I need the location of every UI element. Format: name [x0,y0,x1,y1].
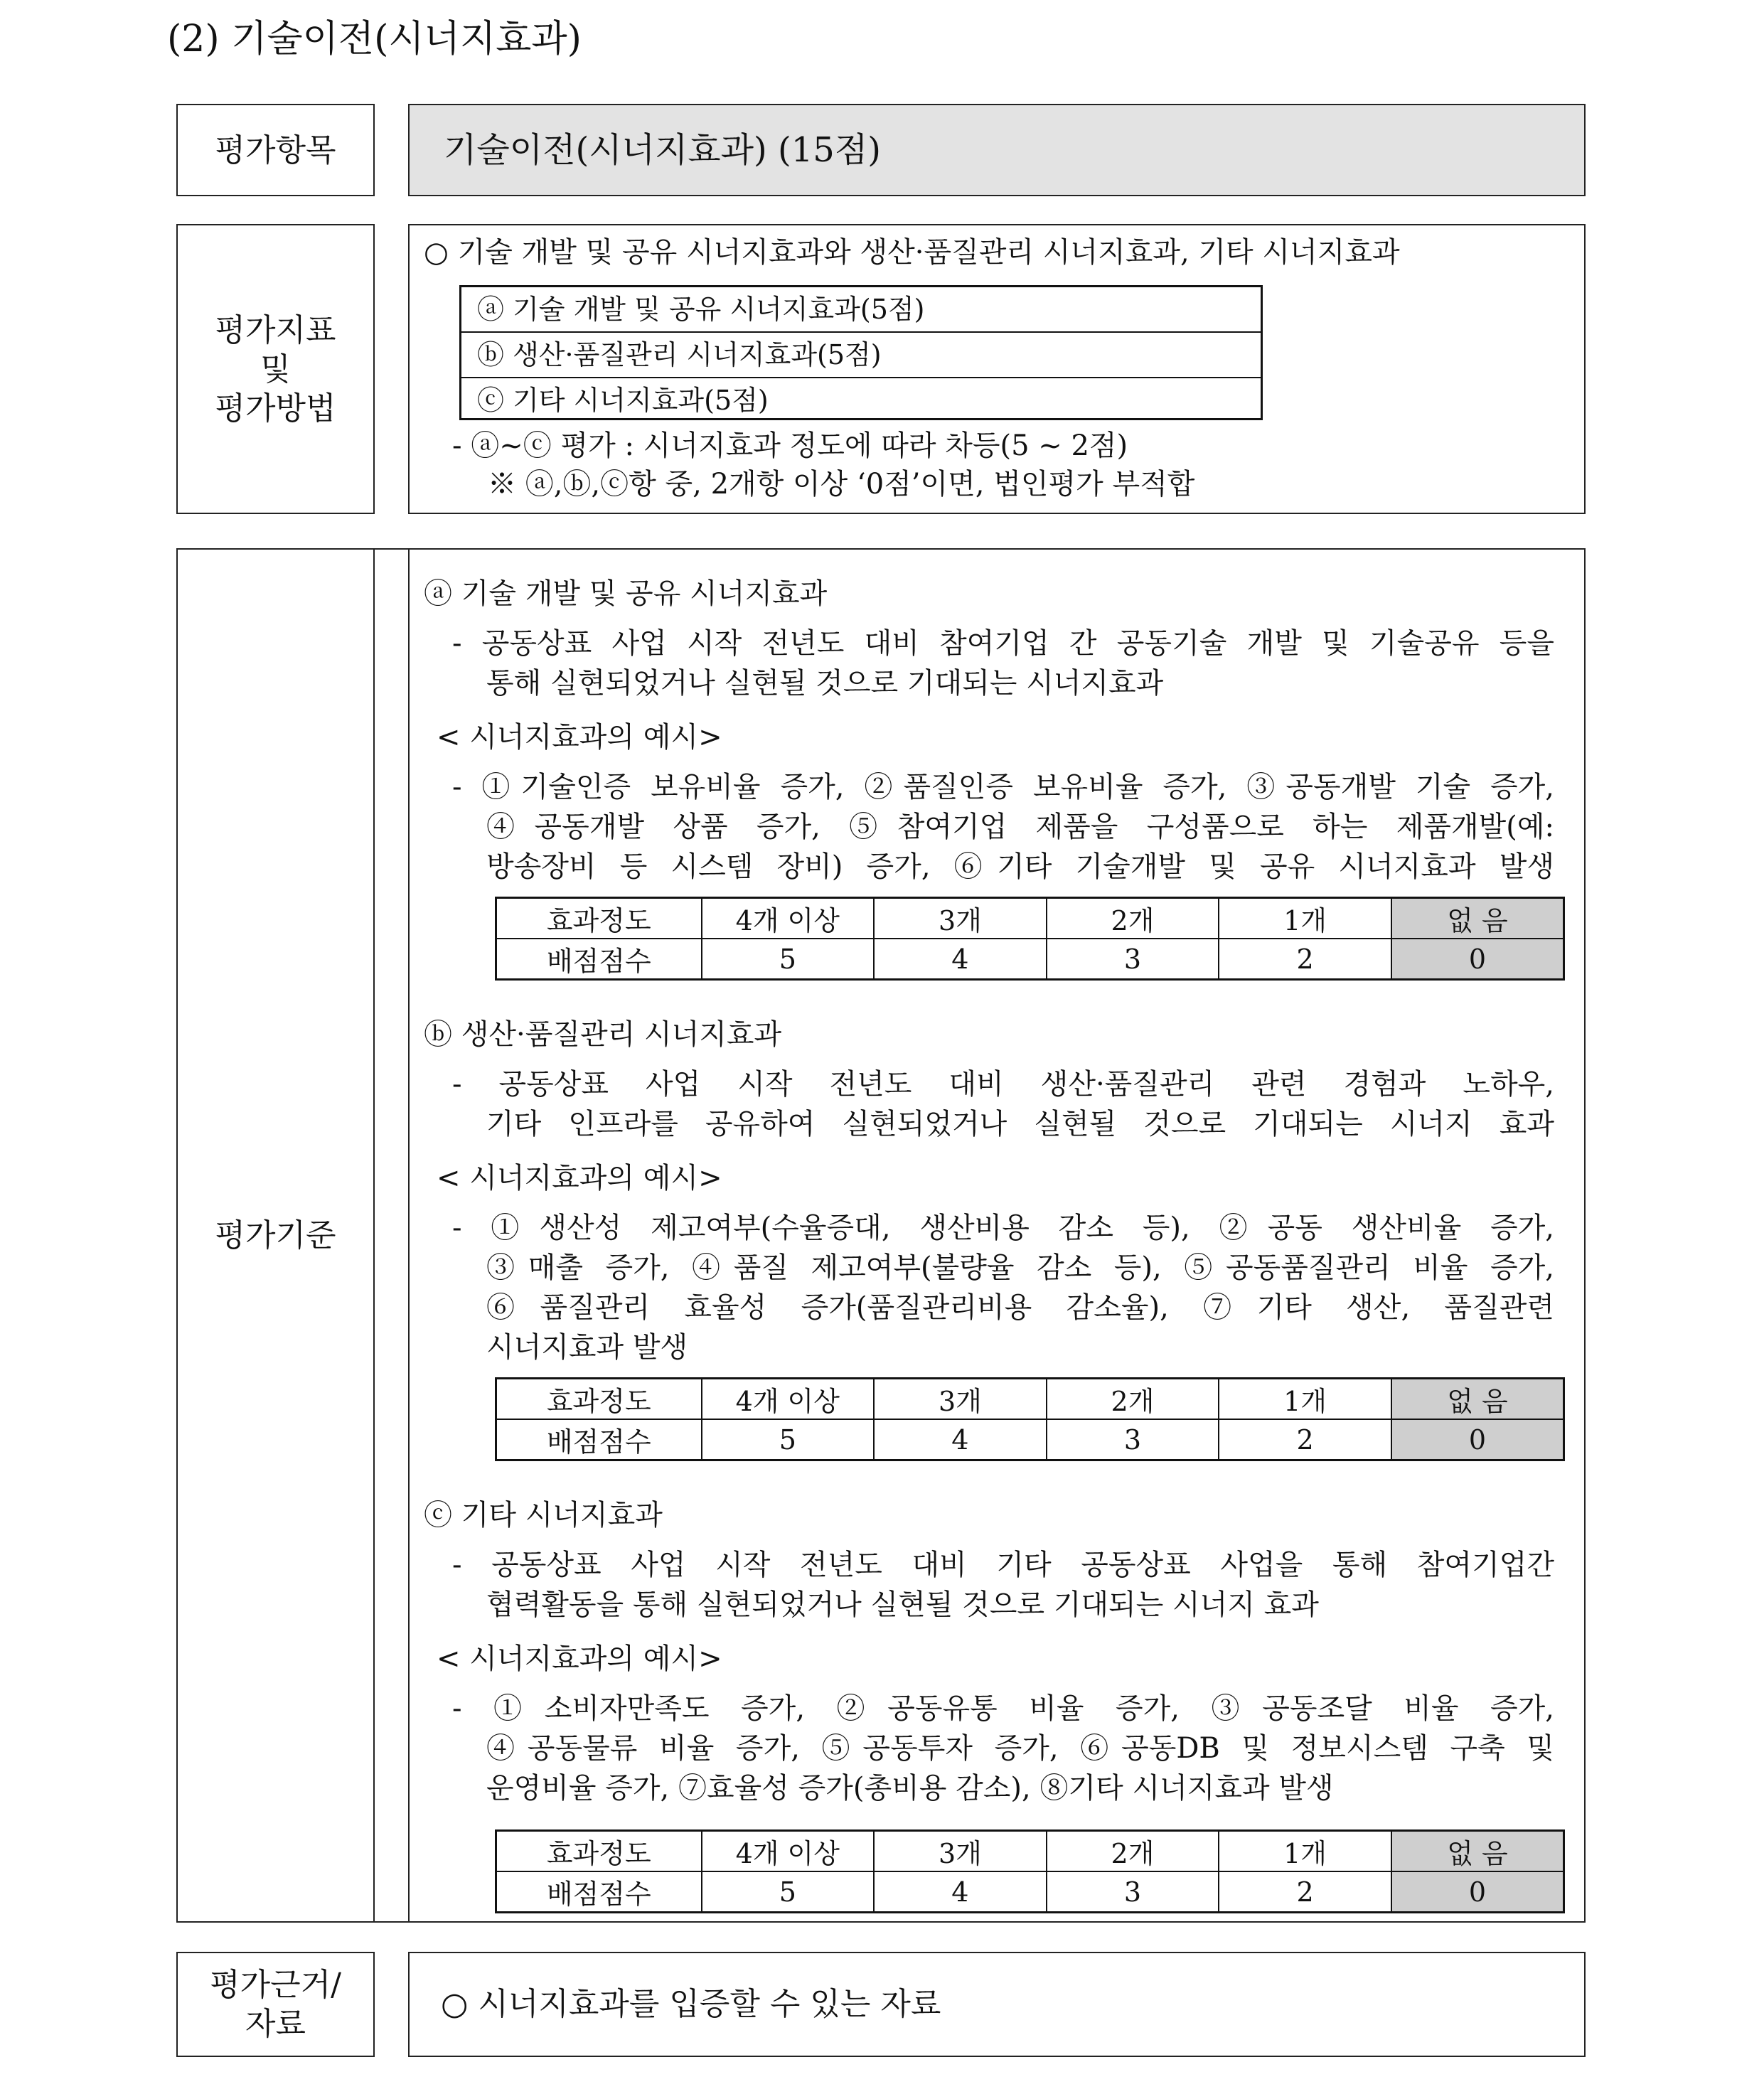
score-table [495,897,1565,981]
example-line: ④공동물류 비율 증가, ⑤공동투자 증가, ⑥공동DB 및 정보시스템 구축 및 [486,1732,1554,1765]
score-value: 5 [702,1419,875,1460]
example-line: - ①기술인증 보유비율 증가, ②품질인증 보유비율 증가, ③공동개발 기술 증가, [452,771,1554,803]
criteria-label: 평가기준 [215,1217,336,1254]
score-value: 3 [1047,939,1219,980]
indicator-circle-line: ○ 기술 개발 및 공유 시너지효과와 생산·품질관리 시너지효과, 기타 시너지효과 [424,236,1400,269]
score-table [495,1829,1565,1913]
evidence-label-line: 평가근거/ [210,1967,341,2003]
indicator-method: - ⓐ~ⓒ 평가 : 시너지효과 정도에 따라 차등(5 ~ 2점) [452,429,1128,462]
score-level: 1개 [1219,1379,1391,1420]
section-desc-line: - 공동상표 사업 시작 전년도 대비 기타 공동상표 사업을 통해 참여기업간 [452,1549,1554,1581]
score-value: 5 [702,939,875,980]
score-table-header-row [496,1831,1564,1872]
indicator-label-cell [176,224,375,514]
item-value-cell [408,104,1586,196]
example-title: < 시너지효과의 예시> [437,1162,722,1195]
item-label: 평가항목 [215,132,336,169]
score-value: 2 [1219,939,1391,980]
section-desc-line: - 공동상표 사업 시작 전년도 대비 참여기업 간 공동기술 개발 및 기술공유 등을 [452,627,1554,660]
indicator-note: ※ ⓐ,ⓑ,ⓒ항 중, 2개항 이상 ‘0점’이면, 법인평가 부적합 [488,468,1195,501]
criteria-gap-cell [373,548,410,1923]
score-value-none: 0 [1391,1419,1564,1460]
section-title: ⓐ 기술 개발 및 공유 시너지효과 [424,577,828,610]
example-title: < 시너지효과의 예시> [437,721,722,754]
score-level: 2개 [1047,1379,1219,1420]
indicator-content-cell [408,224,1586,514]
indicator-item-c: ⓒ 기타 시너지효과(5점) [461,377,1261,422]
section-desc-line: 기타 인프라를 공유하여 실현되었거나 실현될 것으로 기대되는 시너지 효과 [486,1108,1554,1141]
criteria-content-cell [408,548,1586,1923]
indicator-label-line: 평가지표 [215,311,336,348]
score-value-none: 0 [1391,939,1564,980]
score-level-none: 없 음 [1391,898,1564,939]
score-table-header-row [496,1379,1564,1420]
score-table-score-row [496,939,1564,980]
example-line: 방송장비 등 시스템 장비) 증가, ⑥기타 기술개발 및 공유 시너지효과 발생 [486,850,1554,883]
score-value: 4 [874,1871,1047,1913]
example-line: 운영비율 증가, ⑦효율성 증가(총비용 감소), ⑧기타 시너지효과 발생 [486,1772,1334,1805]
evidence-content-cell [408,1952,1586,2057]
score-value: 2 [1219,1419,1391,1460]
score-value: 4 [874,1419,1047,1460]
section-title: ⓒ 기타 시너지효과 [424,1499,663,1532]
indicator-item-a: ⓐ 기술 개발 및 공유 시너지효과(5점) [477,294,925,325]
item-value: 기술이전(시너지효과) (15점) [444,130,881,170]
indicator-item-box [459,285,1263,420]
score-table-score-label: 배점점수 [496,1871,702,1913]
criteria-label-cell [176,548,375,1923]
example-title: < 시너지효과의 예시> [437,1642,722,1675]
score-value: 4 [874,939,1047,980]
score-value: 2 [1219,1871,1391,1913]
score-table-score-row [496,1871,1564,1913]
section-desc-line: 통해 실현되었거나 실현될 것으로 기대되는 시너지효과 [486,667,1164,700]
score-table-header-label: 효과정도 [496,898,702,939]
example-line: ⑥품질관리 효율성 증가(품질관리비용 감소율), ⑦기타 생산, 품질관련 [486,1291,1554,1324]
example-line: - ①소비자만족도 증가, ②공동유통 비율 증가, ③공동조달 비율 증가, [452,1692,1554,1725]
section-title: ⓑ 생산·품질관리 시너지효과 [424,1018,782,1051]
score-level-none: 없 음 [1391,1831,1564,1872]
score-level: 4개 이상 [702,898,875,939]
score-table-score-label: 배점점수 [496,1419,702,1460]
indicator-label-line: 평가방법 [215,390,336,427]
score-level: 3개 [874,1379,1047,1420]
section-heading: (2) 기술이전(시너지효과) [167,18,582,60]
score-level: 4개 이상 [702,1831,875,1872]
score-table-header-row [496,898,1564,939]
score-value: 3 [1047,1419,1219,1460]
indicator-item-b: ⓑ 생산·품질관리 시너지효과(5점) [461,331,1261,377]
score-level: 2개 [1047,898,1219,939]
indicator-label-line: 및 [260,351,291,388]
evidence-label-cell [176,1952,375,2057]
score-level: 2개 [1047,1831,1219,1872]
example-line: ④공동개발 상품 증가, ⑤참여기업 제품을 구성품으로 하는 제품개발(예: [486,811,1554,843]
score-level: 1개 [1219,898,1391,939]
score-value-none: 0 [1391,1871,1564,1913]
score-table [495,1377,1565,1461]
score-table-header-label: 효과정도 [496,1379,702,1420]
score-level: 1개 [1219,1831,1391,1872]
score-level: 4개 이상 [702,1379,875,1420]
evidence-value: ○ 시너지효과를 입증할 수 있는 자료 [441,1986,941,2022]
score-level: 3개 [874,1831,1047,1872]
section-desc-line: - 공동상표 사업 시작 전년도 대비 생산·품질관리 관련 경험과 노하우, [452,1068,1554,1101]
score-table-header-label: 효과정도 [496,1831,702,1872]
score-level-none: 없 음 [1391,1379,1564,1420]
evidence-label-line: 자료 [245,2006,306,2042]
example-line: ③매출 증가, ④품질 제고여부(불량율 감소 등), ⑤공동품질관리 비율 증가, [486,1251,1554,1284]
example-line: 시너지효과 발생 [486,1331,688,1364]
section-desc-line: 협력활동을 통해 실현되었거나 실현될 것으로 기대되는 시너지 효과 [486,1588,1319,1621]
example-line: - ①생산성 제고여부(수율증대, 생산비용 감소 등), ②공동 생산비율 증가, [452,1212,1554,1244]
item-label-cell [176,104,375,196]
score-table-score-label: 배점점수 [496,939,702,980]
score-value: 5 [702,1871,875,1913]
score-level: 3개 [874,898,1047,939]
score-value: 3 [1047,1871,1219,1913]
score-table-score-row [496,1419,1564,1460]
